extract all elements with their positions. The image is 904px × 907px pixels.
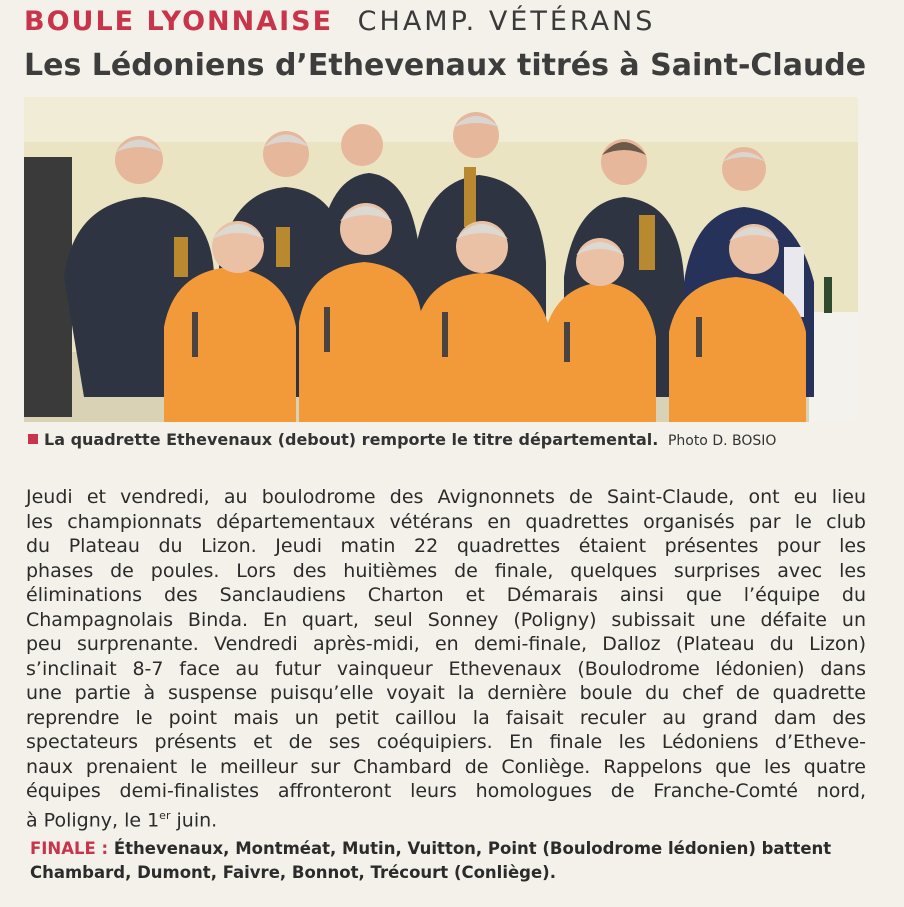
team-photo [24, 97, 858, 422]
rubric-label: BOULE LYONNAISE [24, 6, 334, 37]
body-line: équipes demi-finalistes affronteront leurs homologues de Franche-Comté nord, [26, 780, 866, 802]
body-line: phases de poules. Lors des huitièmes de finale, quelques surprises avec les [26, 559, 866, 582]
event-label: CHAMP. VÉTÉRANS [357, 6, 656, 37]
body-line: les championnats départementaux vétérans en quadrettes organisés par le club [26, 510, 866, 533]
body-line: Champagnolais Binda. En quart, seul Sonney (Poligny) subissait une défaite un [26, 608, 866, 631]
body-line: éliminations des Sanclaudiens Charton et Démarais ainsi que l’équipe du [26, 584, 866, 606]
body-line: spectateurs présents et de ses coéquipiers. En finale les Lédoniens d’Etheve- [26, 731, 866, 753]
last-line-sup: er [159, 808, 171, 822]
body-line: s’inclinait 8-7 face au futur vainqueur Ethevenaux (Boulodrome lédonien) dans [26, 657, 866, 680]
photo-caption [28, 430, 776, 449]
final-teams-2: Chambard, Dumont, Faivre, Bonnot, Trécourt (Conliège). [30, 863, 556, 882]
body-line: reprendre le point mais un petit caillou la faisait reculer au grand dam des [26, 706, 866, 729]
body-line-last [26, 804, 866, 833]
final-label: FINALE : [30, 839, 109, 858]
last-line-prefix: à Poligny, le 1 [26, 808, 160, 831]
headline: Les Lédoniens d’Ethevenaux titrés à Saint-Claude [24, 48, 867, 83]
team-photo-illustration [24, 97, 858, 422]
body-line: Jeudi et vendredi, au boulodrome des Avignonnets de Saint-Claude, ont eu lieu [26, 486, 866, 508]
final-teams-1: Éthevenaux, Montméat, Mutin, Vuitton, Point (Boulodrome lédonien) battent [108, 839, 832, 858]
final-result-line-1 [30, 837, 840, 861]
body-line: du Plateau du Lizon. Jeudi matin 22 quadrettes étaient présentes pour les [26, 535, 866, 557]
kicker [24, 6, 655, 37]
caption-text: La quadrette Ethevenaux (debout) remporte le titre départemental. [44, 430, 659, 449]
photo-credit: Photo D. BOSIO [667, 433, 777, 449]
body-line: peu surprenante. Vendredi après-midi, en demi-finale, Dalloz (Plateau du Lizon) [26, 633, 866, 655]
body-line: une partie à suspense puisqu’elle voyait la dernière boule du chef de quadrette [26, 682, 866, 704]
caption-bullet-icon [28, 434, 38, 444]
article-body [26, 485, 866, 832]
body-line: naux prenaient le meilleur sur Chambard de Conliège. Rappelons que les quatre [26, 755, 866, 778]
last-line-suffix: juin. [170, 808, 218, 831]
final-result [30, 837, 840, 885]
